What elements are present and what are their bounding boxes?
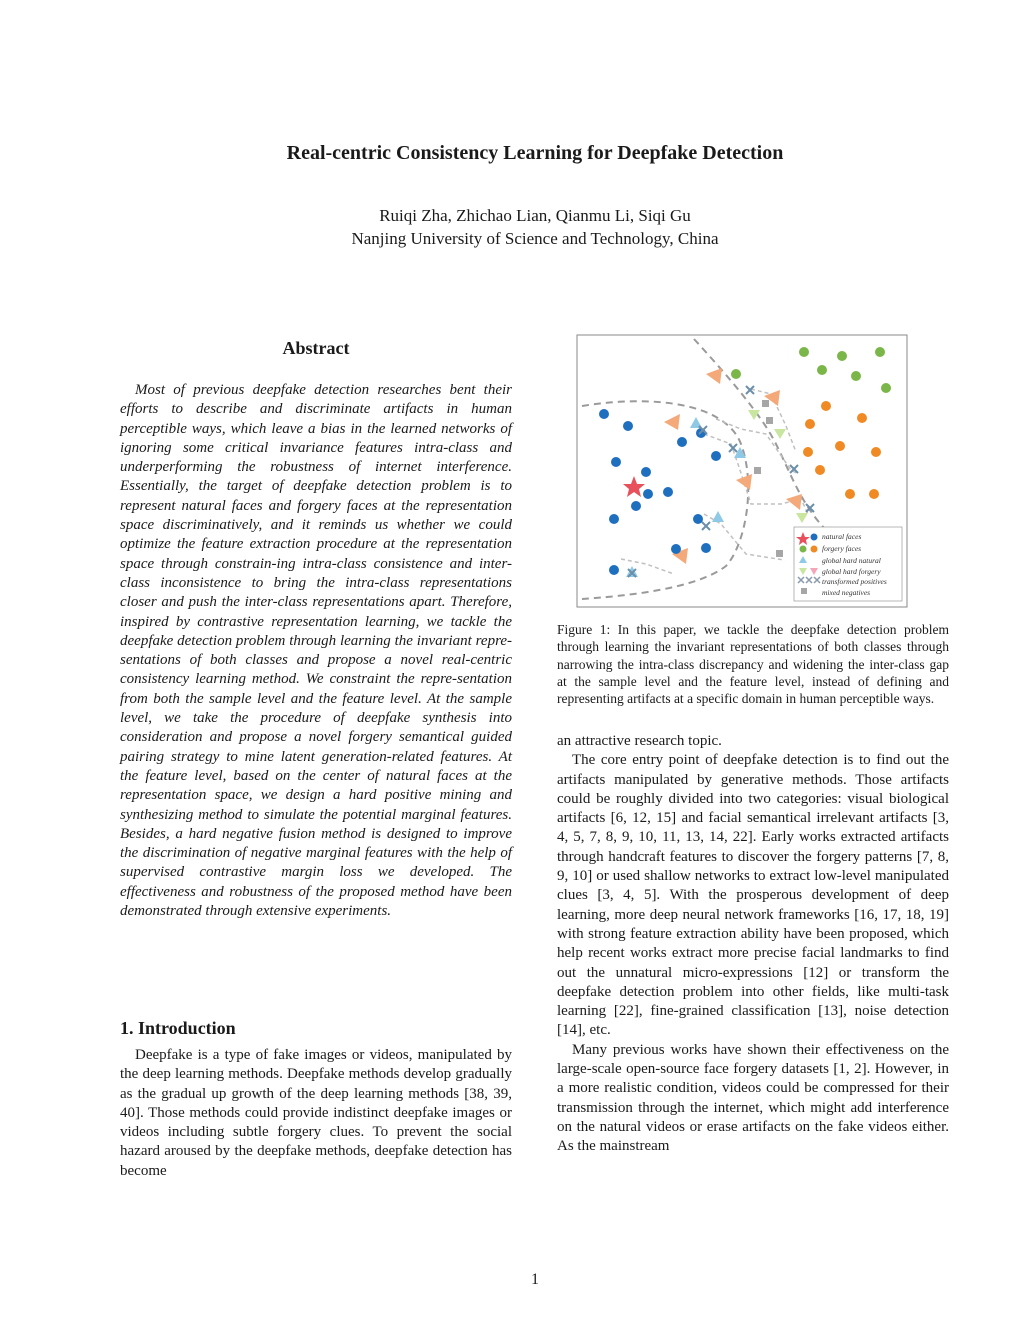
legend-mixed-icon (801, 588, 807, 594)
abstract-text: Most of previous deepfake detection researches bent their efforts to describe and discriminate artifacts in human perceptible ways, which leave a bias in the learned networks of ignoring some critical invariance features intra-class and underperforming the robustness of internet interference. Essentially, the target of deepfake detection problem is to represent natural faces and forgery faces at the representation space discriminatively, and it reminds us whether we could optimize the feature extraction procedure at the representation space through constrain-ing intra-class consistence and inter-class inconsistence to bring the intra-class representations closer and push the inter-class representations apart. Therefore, inspired by contrastive representation learning, we tackle the deepfake detection problem through learning the invariant repre-sentations of both classes and propose a novel real-centric consistency learning method. We constraint the repre-sentation from both the sample level and the feature level. At the sample level, we take the procedure of deepfake synthesis into consideration and propose a novel forgery semantical guided pairing strategy to mine latent generation-related features. At the feature level, based on the center of natural faces at the representation space, we design a hard positive mining and synthesizing method to simulate the potential marginal features. Besides, a hard negative fusion method is designed to improve the discrimination of negative marginal features with the help of supervised contrastive margin loss we developed. The effectiveness and robustness of the proposed method have been demonstrated through extensive experiments. (120, 382, 512, 920)
affiliation: Nanjing University of Science and Technology, China (351, 229, 719, 248)
figure-1-diagram (576, 334, 908, 608)
legend-forgery-orange-icon (811, 546, 818, 553)
introduction-heading: 1. Introduction (120, 1018, 236, 1038)
legend-label: natural faces (822, 532, 862, 541)
legend-label: forgery faces (822, 544, 862, 553)
right-column-text (557, 732, 949, 1157)
body-paragraph: an attractive research topic. (557, 733, 722, 749)
author-list: Ruiqi Zha, Zhichao Lian, Qianmu Li, Siqi Gu (379, 206, 691, 225)
body-paragraph: Many previous works have shown their effectiveness on the large-scale open-source face forgery datasets [1, 2]. However, in a more realistic condition, videos could be compressed for their transmission through the internet, which might add interference on the natural videos or erase artifacts on the fake videos either. As the mainstream (557, 1041, 949, 1155)
figure-legend (794, 527, 902, 601)
legend-label: mixed negatives (822, 588, 871, 597)
introduction-text: Deepfake is a type of fake images or videos, manipulated by the deep learning methods. Deepfake methods develop gradually as the gradual up growth of the deep learning methods [38, 39, 40]. Those methods could provide indistinct deepfake images or videos including subtle forgery clues. To prevent the social hazard aroused by the deepfake methods, deepfake detection has become (120, 1047, 512, 1179)
legend-label: transformed positives (822, 577, 887, 586)
legend-label: global hard forgery (822, 567, 881, 576)
legend-forgery-green-icon (800, 546, 807, 553)
legend-natural-icon (811, 534, 818, 541)
legend-label: global hard natural (822, 556, 881, 565)
page-number: 1 (531, 1271, 539, 1288)
figure-caption: Figure 1: In this paper, we tackle the deepfake detection problem through learning the invariant representations of both classes through narrowing the intra-class discrepancy and widening the inter-class gap at the sample level and the feature level, instead of defining and representing artifacts at a specific domain in human perceptible ways. (557, 622, 949, 707)
abstract-heading: Abstract (282, 338, 350, 358)
body-paragraph: The core entry point of deepfake detection is to find out the artifacts manipulated by generative methods. Those artifacts could be roughly divided into two categories: visual biological artifacts [6, 12, 15] and facial semantical irrelevant artifacts [3, 4, 5, 7, 8, 9, 10, 11, 13, 14, 22]. Early works extracted artifacts through handcraft features to discover the forgery patterns [7, 8, 9, 10] or used shallow networks to extract low-level manipulated clues [3, 4, 5]. With the prosperous development of deep learning, more deep neural network frameworks [16, 17, 18, 19] with strong feature extraction ability have been proposed, which help recent works extract more precise facial landmarks to find out the unnatural micro-expressions [12] or transform the deepfake detection problem into other fields, like multi-task learning [22], fine-grained classification [13], noise detection [14], etc. (557, 752, 949, 1039)
paper-title: Real-centric Consistency Learning for Deepfake Detection (286, 142, 784, 164)
